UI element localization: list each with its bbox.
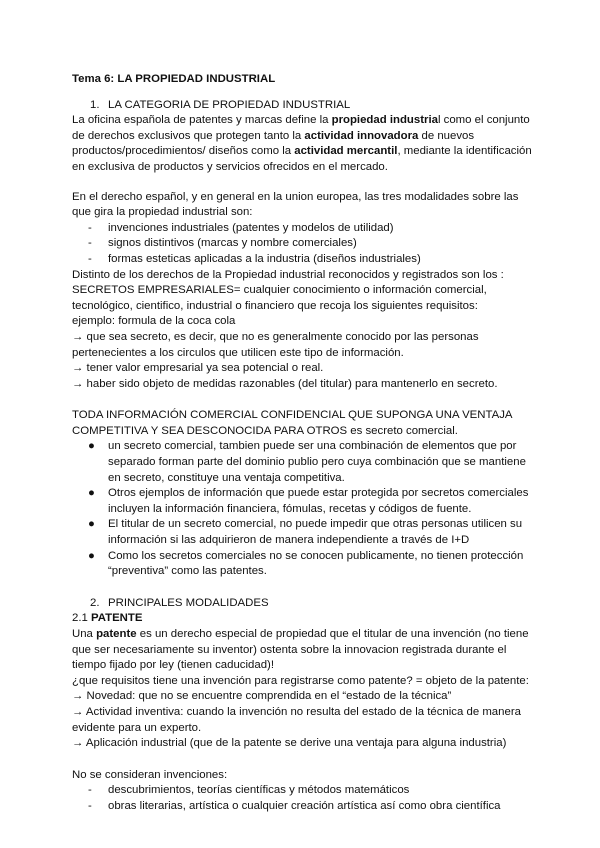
subsection-heading: 2.1 PATENTE <box>72 612 143 625</box>
section-number: 2. <box>90 596 100 609</box>
page-title: Tema 6: LA PROPIEDAD INDUSTRIAL <box>72 73 276 85</box>
requisito-aplicacion: → Aplicación industrial (que de la patente se derive una ventaja para alguna industria) <box>72 737 507 750</box>
paragraph-modalidades-intro: En el derecho español, y en general en la union europea, las tres modalidades sobre las que gira la propiedad industrial son: <box>72 190 519 219</box>
list-item: - signos distintivos (marcas y nombre comerciales) <box>88 237 357 250</box>
list-item: ● Otros ejemplos de información que puede estar protegida por secretos comerciales incluyen la información financiera, fómulas, recetas y códigos de fuente. <box>72 486 532 517</box>
list-item: - formas esteticas aplicadas a la industria (diseños industriales) <box>88 252 421 265</box>
paragraph-secreto-comercial: TODA INFORMACIÓN COMERCIAL CONFIDENCIAL QUE SUPONGA UNA VENTAJA COMPETITIVA Y SEA DESCONOCIDA PARA OTROS es secreto comercial. <box>72 409 512 437</box>
section-1-heading <box>72 98 532 114</box>
requisito-3: → haber sido objeto de medidas razonables (del titular) para mantenerlo en secreto. <box>72 377 498 390</box>
section-title: PRINCIPALES MODALIDADES <box>108 596 269 609</box>
requisito-actividad: → Actividad inventiva: cuando la invención no resulta del estado de la técnica de manera evidente para un experto. <box>72 705 521 734</box>
section-number: 1. <box>90 98 100 111</box>
paragraph-no-invenciones: No se consideran invenciones: <box>72 768 228 781</box>
list-item: ● El titular de un secreto comercial, no puede impedir que otras personas utilicen su información si las adquirieron de manera independiente a través de I+D <box>72 517 532 548</box>
list-item: ● un secreto comercial, tambien puede ser una combinación de elementos que por separado forman parte del dominio publio pero cuya combinación que se mantiene en secreto, constituye una ventaja competitiva. <box>72 439 532 486</box>
bullet-icon: ● <box>88 549 95 562</box>
secretos-bullet-list <box>72 439 532 579</box>
modalidades-list <box>72 221 532 268</box>
no-invenciones-list <box>72 783 532 814</box>
list-item: - invenciones industriales (patentes y modelos de utilidad) <box>88 221 394 234</box>
requisito-novedad: → Novedad: que no se encuentre comprendida en el “estado de la técnica” <box>72 690 452 703</box>
list-item: - obras literarias, artística o cualquier creación artística así como obra científica <box>88 799 501 812</box>
bullet-icon: ● <box>88 440 95 453</box>
section-2-heading <box>72 596 532 612</box>
paragraph-secretos: Distinto de los derechos de la Propiedad industrial reconocidos y registrados son los : SECRETOS EMPRESARIALES= cualquier conocimiento o información comercial, tecnológico, cientifico, industrial o financiero que recoja los siguientes requisitos: <box>72 268 504 312</box>
requisito-2: → tener valor empresarial ya sea potencial o real. <box>72 362 324 375</box>
document-page <box>72 72 532 815</box>
section-title: LA CATEGORIA DE PROPIEDAD INDUSTRIAL <box>108 98 351 111</box>
bullet-icon: ● <box>88 518 95 531</box>
question-line: ¿que requisitos tiene una invención para registrarse como patente? = objeto de la patente: <box>72 674 529 687</box>
bullet-icon: ● <box>88 487 95 500</box>
list-item: ● Como los secretos comerciales no se conocen publicamente, no tienen protección “preventiva” como las patentes. <box>72 549 532 580</box>
paragraph-definition: La oficina española de patentes y marcas define la propiedad industrial como el conjunto de derechos exclusivos que protegen tanto la actividad innovadora de nuevos productos/procedimientos/ diseños como la actividad mercantil, mediante la identificación en exclusiva de productos y servicios ofrecidos en el mercado. <box>72 114 532 173</box>
requisito-1: → que sea secreto, es decir, que no es generalmente conocido por las personas pertenecientes a los circulos que utilicen este tipo de información. <box>72 330 479 359</box>
list-item: - descubrimientos, teorías científicas y métodos matemáticos <box>88 784 410 797</box>
example-line: ejemplo: formula de la coca cola <box>72 315 236 328</box>
paragraph-patente: Una patente es un derecho especial de propiedad que el titular de una invención (no tiene que ser necesariamente su inventor) ostenta sobre la innovacion registrada durante el tiempo fijado por ley (tienen caducidad)! <box>72 628 529 672</box>
